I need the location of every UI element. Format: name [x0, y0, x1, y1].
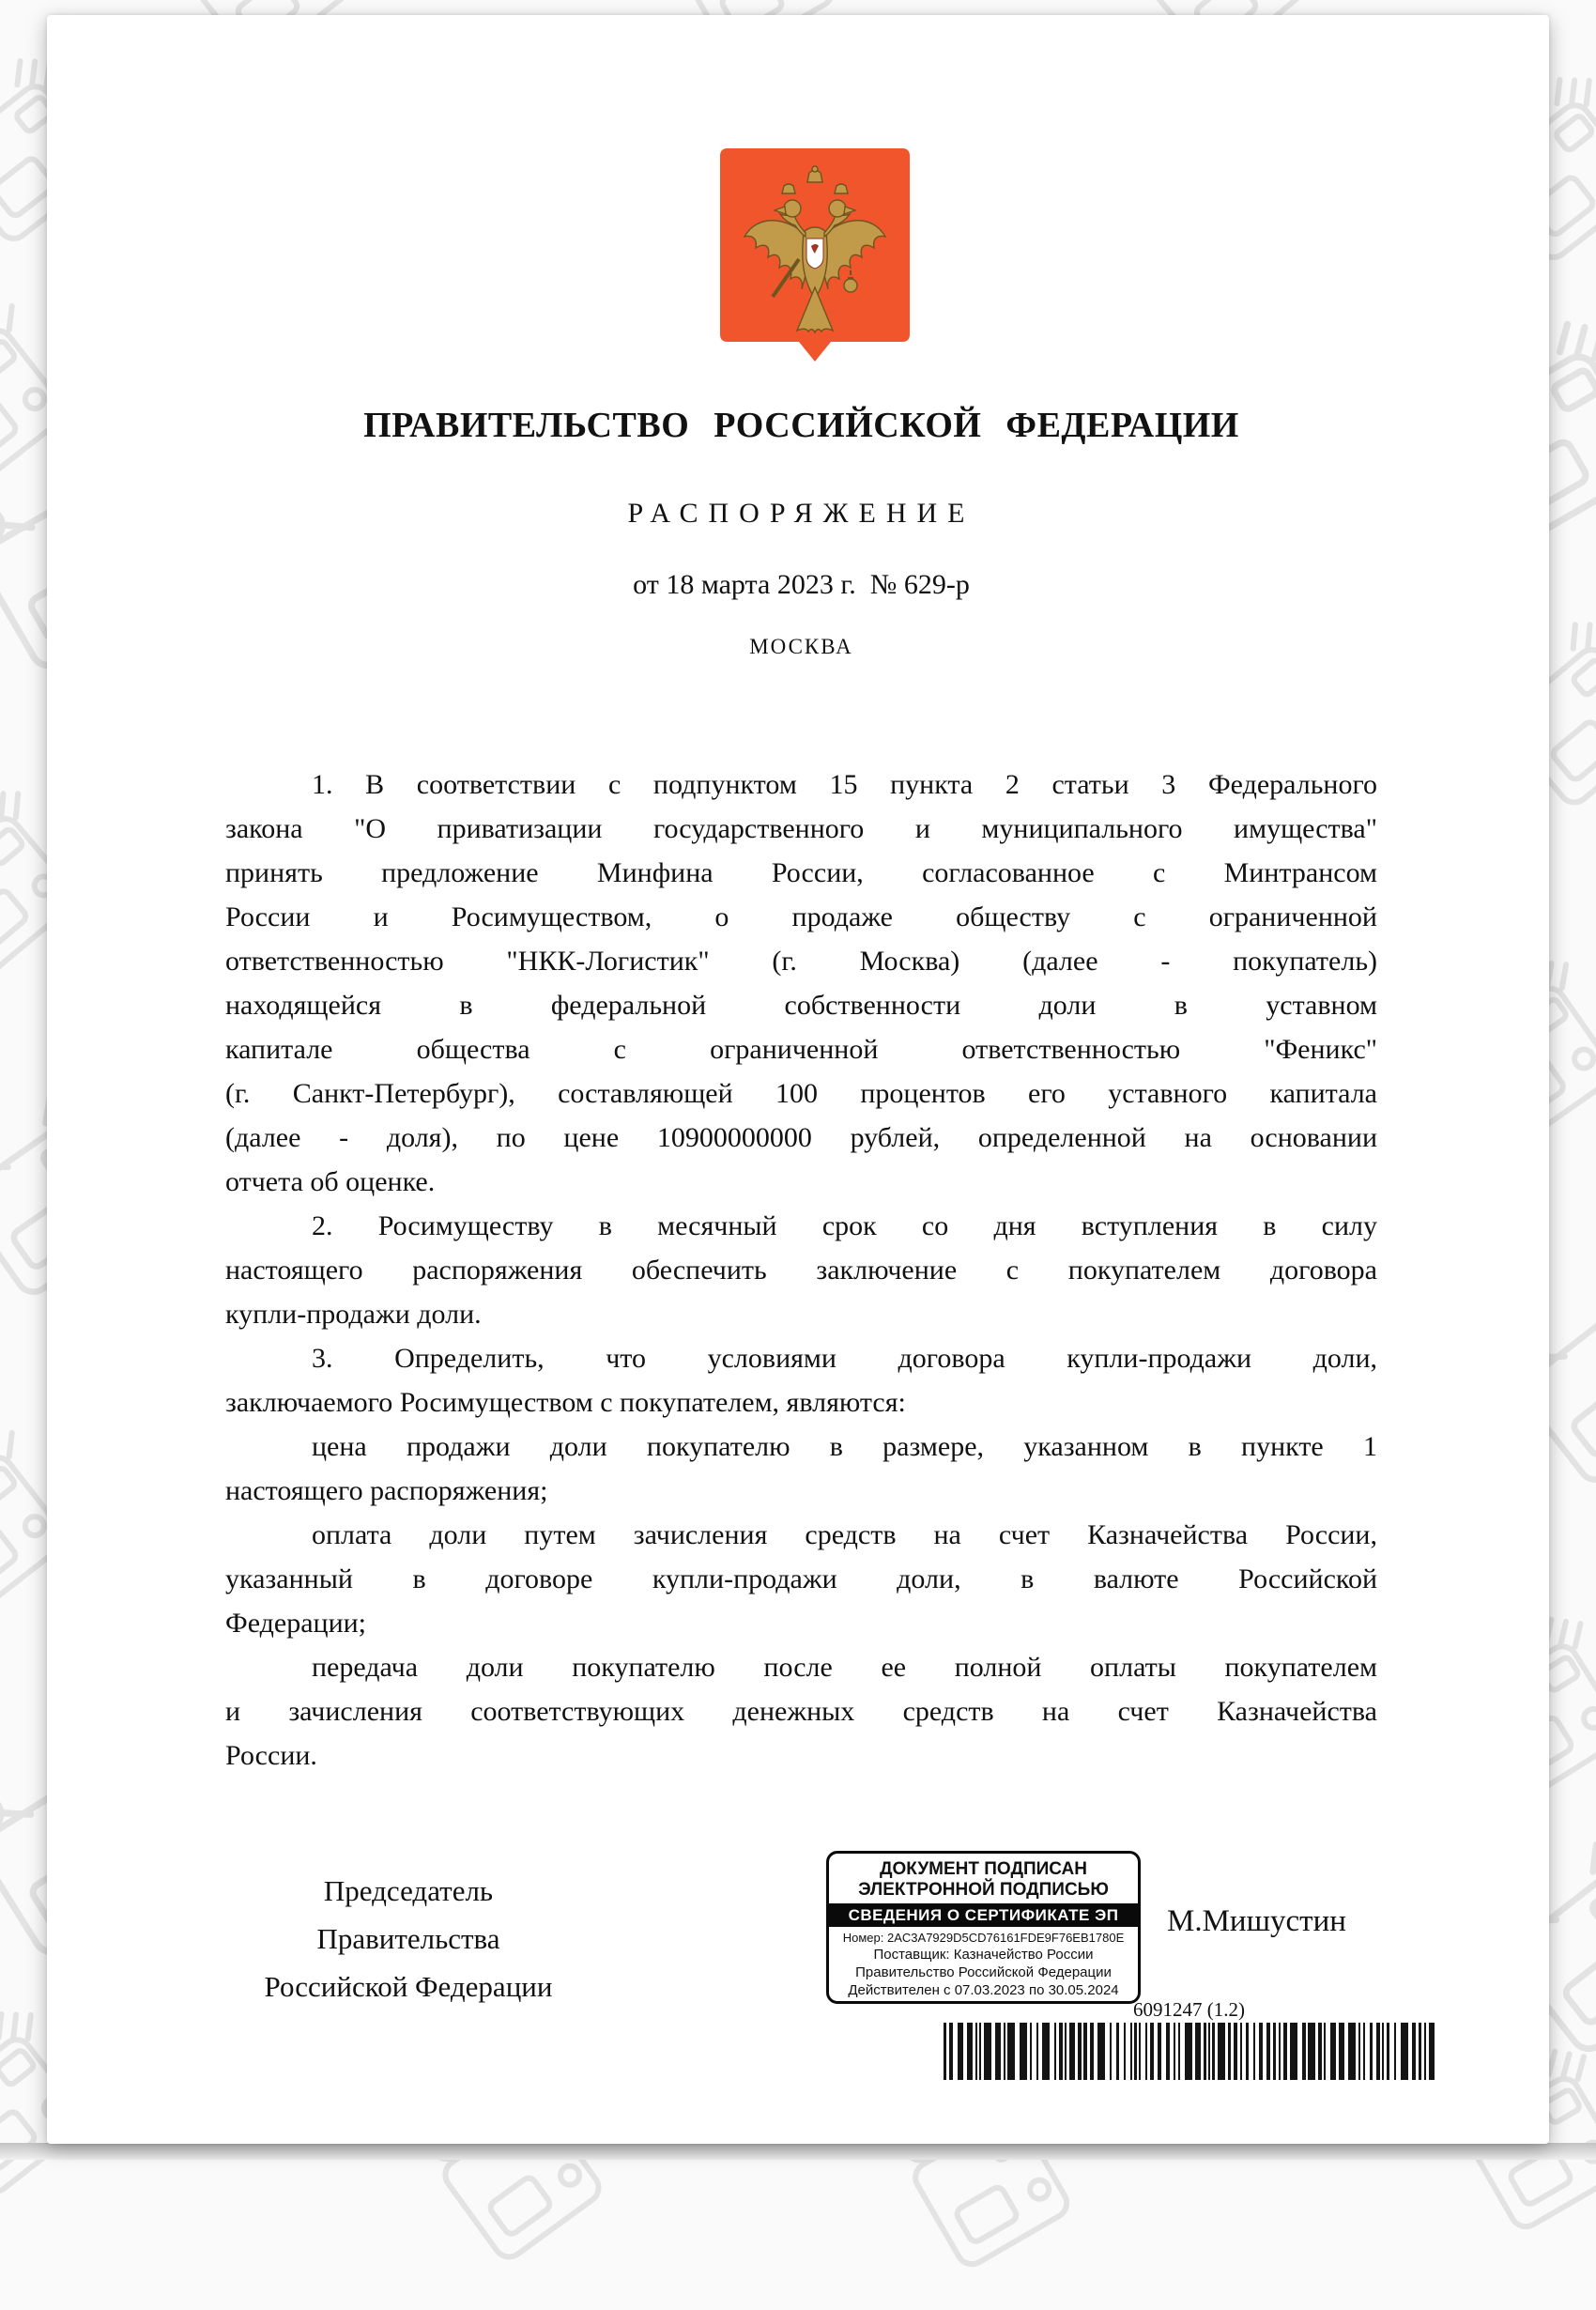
- barcode: [944, 2023, 1435, 2080]
- barcode-bar: [1036, 2023, 1038, 2080]
- barcode-bar: [1218, 2023, 1225, 2080]
- body-line: (далее - доля), по цене 10900000000 рублей, определенной на основании: [225, 1122, 1377, 1153]
- document-city: МОСКВА: [749, 635, 853, 658]
- body-line: заключаемого Росимуществом с покупателем, являются:: [225, 1387, 906, 1418]
- barcode-bar: [1240, 2023, 1242, 2080]
- barcode-bar: [979, 2023, 981, 2080]
- barcode-bar: [1330, 2023, 1336, 2080]
- barcode-bar: [1412, 2023, 1416, 2080]
- body-line: купли-продажи доли.: [225, 1299, 482, 1330]
- body-line: закона "О приватизации государственного и муниципального имущества": [225, 813, 1377, 844]
- barcode-bar: [1059, 2023, 1063, 2080]
- barcode-bar: [1370, 2023, 1373, 2080]
- barcode-bar: [1116, 2023, 1119, 2080]
- barcode-bar: [1083, 2023, 1087, 2080]
- barcode-bar: [1394, 2023, 1396, 2080]
- barcode-bar: [1376, 2023, 1380, 2080]
- body-line: и зачисления соответствующих денежных средств на счет Казначейства: [225, 1696, 1377, 1727]
- barcode-bar: [1363, 2023, 1365, 2080]
- body-line: России и Росимуществом, о продаже обществу с ограниченной: [225, 901, 1377, 932]
- barcode-bar: [1097, 2023, 1105, 2080]
- barcode-bar: [1020, 2023, 1027, 2080]
- body-line: принять предложение Минфина России, согласованное с Минтрансом: [225, 857, 1377, 888]
- body-line: оплата доли путем зачисления средств на счет Казначейства России,: [312, 1519, 1377, 1550]
- stamp-certificate-bar: СВЕДЕНИЯ О СЕРТИФИКАТЕ ЭП: [829, 1903, 1138, 1927]
- body-line: 1. В соответствии с подпунктом 15 пункта 2 статьи 3 Федерального: [312, 769, 1377, 800]
- barcode-bar: [1090, 2023, 1094, 2080]
- body-text: [225, 762, 1377, 1778]
- barcode-bar: [1124, 2023, 1126, 2080]
- russia-coat-of-arms: [716, 146, 913, 364]
- barcode-bar: [1069, 2023, 1075, 2080]
- barcode-bar: [1387, 2023, 1389, 2080]
- government-title: ПРАВИТЕЛЬСТВО РОССИЙСКОЙ ФЕДЕРАЦИИ: [363, 406, 1239, 445]
- stamp-certificate-number: [829, 1931, 1138, 1946]
- barcode-bar: [1308, 2023, 1315, 2080]
- barcode-bar: [1348, 2023, 1356, 2080]
- signer-title-line2: Российской Федерации: [264, 1970, 553, 2003]
- barcode-bar: [1185, 2023, 1192, 2080]
- barcode-bar: [1042, 2023, 1050, 2080]
- barcode-bar: [1424, 2023, 1426, 2080]
- barcode-bar: [1273, 2023, 1276, 2080]
- barcode-bar: [944, 2023, 946, 2080]
- barcode-bar: [1178, 2023, 1180, 2080]
- barcode-bar: [1228, 2023, 1231, 2080]
- barcode-bar: [1004, 2023, 1005, 2080]
- barcode-bar: [1110, 2023, 1112, 2080]
- body-line: капитале общества с ограниченной ответственностью "Феникс": [225, 1034, 1377, 1065]
- signer-title-line1: Председатель Правительства: [316, 1874, 500, 1955]
- barcode-bar: [1212, 2023, 1215, 2080]
- barcode-bar: [1266, 2023, 1270, 2080]
- barcode-bar: [1166, 2023, 1170, 2080]
- barcode-bar: [1283, 2023, 1287, 2080]
- barcode-bar: [1204, 2023, 1206, 2080]
- body-line: 3. Определить, что условиями договора купли-продажи доли,: [312, 1343, 1377, 1374]
- barcode-bar: [1139, 2023, 1141, 2080]
- stamp-number-label: Номер:: [842, 1931, 884, 1945]
- barcode-bar: [1253, 2023, 1255, 2080]
- stamp-line1: ДОКУМЕНТ ПОДПИСАН: [879, 1859, 1088, 1879]
- barcode-bar: [949, 2023, 953, 2080]
- body-line: отчета об оценке.: [225, 1166, 436, 1197]
- barcode-bar: [1419, 2023, 1421, 2080]
- stamp-line2: ЭЛЕКТРОННОЙ ПОДПИСЬЮ: [858, 1880, 1109, 1900]
- document-date-number: от 18 марта 2023 г. № 629-р: [633, 569, 970, 600]
- stamp-validity: Действителен с 07.03.2023 по 30.05.2024: [848, 1982, 1119, 1998]
- barcode-bar: [1290, 2023, 1297, 2080]
- barcode-bar: [1065, 2023, 1067, 2080]
- body-line: цена продажи доли покупателю в размере, указанном в пункте 1: [312, 1431, 1377, 1462]
- barcode-bar: [1030, 2023, 1032, 2080]
- barcode-bar: [1208, 2023, 1210, 2080]
- barcode-bar: [1195, 2023, 1201, 2080]
- barcode-bar: [1401, 2023, 1408, 2080]
- barcode-bar: [1007, 2023, 1015, 2080]
- barcode-bar: [1246, 2023, 1249, 2080]
- barcode-bar: [1429, 2023, 1435, 2080]
- barcode-bar: [1054, 2023, 1056, 2080]
- background-floor-shadow: [0, 2143, 1596, 2160]
- document-type: РАСПОРЯЖЕНИЕ: [627, 498, 975, 529]
- barcode-bar: [1158, 2023, 1161, 2080]
- barcode-bar: [1174, 2023, 1175, 2080]
- barcode-bar: [1302, 2023, 1306, 2080]
- barcode-bar: [984, 2023, 991, 2080]
- body-line: Федерации;: [225, 1608, 367, 1639]
- barcode-label: 6091247 (1.2): [1133, 1998, 1245, 2021]
- barcode-bar: [1358, 2023, 1360, 2080]
- barcode-bar: [975, 2023, 977, 2080]
- body-line: передача доли покупателю после ее полной оплаты покупателем: [312, 1652, 1377, 1683]
- barcode-bar: [967, 2023, 973, 2080]
- signer-name: М.Мишустин: [1167, 1904, 1346, 1938]
- body-line: ответственностью "НКК-Логистик" (г. Москва) (далее - покупатель): [225, 946, 1377, 977]
- body-line: указанный в договоре купли-продажи доли, в валюте Российской: [225, 1563, 1377, 1594]
- body-line: находящейся в федеральной собственности доли в уставном: [225, 990, 1377, 1021]
- barcode-bar: [1234, 2023, 1237, 2080]
- body-line: (г. Санкт-Петербург), составляющей 100 процентов его уставного капитала: [225, 1078, 1377, 1109]
- barcode-bar: [958, 2023, 963, 2080]
- barcode-bar: [1324, 2023, 1326, 2080]
- barcode-bar: [1150, 2023, 1154, 2080]
- barcode-bar: [1134, 2023, 1137, 2080]
- body-line: России.: [225, 1740, 317, 1771]
- barcode-bar: [995, 2023, 1001, 2080]
- electronic-signature-stamp: [826, 1851, 1141, 2004]
- barcode-bar: [1145, 2023, 1147, 2080]
- body-line: настоящего распоряжения;: [225, 1475, 548, 1506]
- document-page: [47, 15, 1549, 2144]
- barcode-bar: [1318, 2023, 1322, 2080]
- barcode-bar: [1130, 2023, 1132, 2080]
- barcode-bar: [1382, 2023, 1384, 2080]
- body-line: 2. Росимуществу в месячный срок со дня вступления в силу: [312, 1210, 1377, 1241]
- barcode-bar: [1339, 2023, 1344, 2080]
- barcode-bar: [1078, 2023, 1082, 2080]
- barcode-bar: [1259, 2023, 1263, 2080]
- stamp-number-value: 2AC3A7929D5CD76161FDE9F76EB1780E: [887, 1931, 1125, 1945]
- barcode-bar: [1279, 2023, 1281, 2080]
- body-line: настоящего распоряжения обеспечить заключение с покупателем договора: [225, 1255, 1377, 1286]
- stamp-owner: Правительство Российской Федерации: [855, 1964, 1112, 1980]
- stamp-provider: Поставщик: Казначейство России: [873, 1947, 1094, 1963]
- signer-title: [230, 1867, 587, 2010]
